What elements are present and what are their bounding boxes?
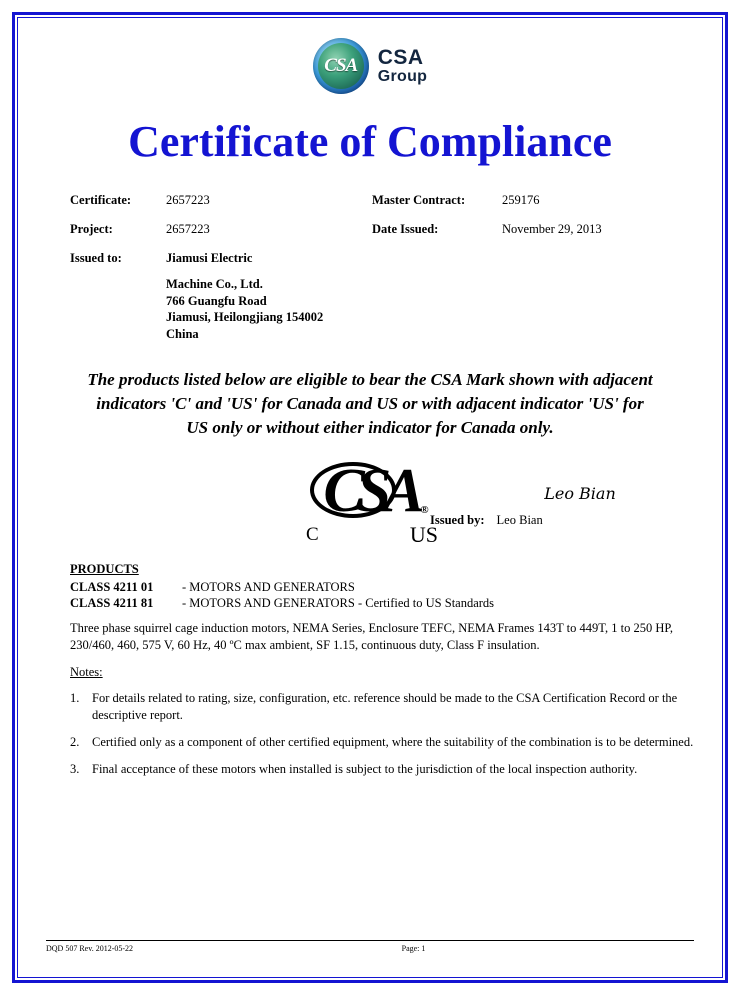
certificate-meta — [24, 193, 716, 266]
csa-logo-wordmark-line2: Group — [377, 67, 428, 85]
meta-row-project — [70, 222, 674, 237]
issued-by-value: Leo Bian — [496, 513, 543, 528]
note-text: Final acceptance of these motors when installed is subject to the jurisdiction of the local inspection authority. — [92, 762, 638, 777]
csa-mark-letters: CSA — [323, 457, 417, 526]
note-number: 3. — [70, 762, 80, 777]
csa-logo-letters: CSA — [324, 55, 358, 76]
csa-mark-ring-icon — [310, 462, 396, 518]
address-line-3: Jiamusi, Heilongjiang 154002 — [166, 310, 324, 324]
products-heading: PRODUCTS — [70, 562, 139, 577]
csa-mark-glyph — [323, 457, 429, 526]
signature-script: Leo Bian — [544, 484, 616, 504]
meta-field-certificate — [70, 193, 372, 208]
csa-logo-icon — [313, 38, 369, 94]
products-section — [24, 562, 716, 778]
address-line-1: Machine Co., Ltd. — [166, 277, 263, 291]
issued-by-line — [430, 513, 660, 528]
eligibility-statement: The products listed below are eligible to bear the CSA Mark shown with adjacent indicators 'C' and 'US' for Canada and US or with adjacent indicator 'US' for US only or without either indicator for Canada only. — [87, 370, 653, 438]
footer-page-number: Page: 1 — [401, 944, 426, 953]
indicator-us: US — [409, 522, 438, 548]
meta-field-spacer — [372, 251, 674, 266]
issued-to-label: Issued to: — [70, 251, 122, 265]
notes-heading: Notes: — [70, 665, 103, 680]
certificate-label: Certificate: — [70, 193, 132, 207]
product-description: Three phase squirrel cage induction motors, NEMA Series, Enclosure TEFC, NEMA Frames 143T to 449T, 1 to 250 HP, 230/460, 460, 575 V, 60 Hz, 40 ºC max ambient, SF 1.15, continuous duty, Class F insulation. — [70, 621, 674, 653]
date-issued-value: November 29, 2013 — [502, 222, 602, 236]
product-class-row — [70, 580, 698, 595]
meta-field-date-issued — [372, 222, 674, 237]
project-value: 2657223 — [166, 222, 210, 236]
note-item — [70, 690, 698, 724]
meta-row-certificate — [70, 193, 674, 208]
page-title: Certificate of Compliance — [128, 117, 612, 166]
note-item — [70, 734, 698, 751]
meta-field-project — [70, 222, 372, 237]
project-label: Project: — [70, 222, 113, 236]
note-number: 1. — [70, 691, 80, 706]
csa-certification-mark — [300, 457, 440, 548]
footer-doc-ref: DQD 507 Rev. 2012-05-22 — [46, 944, 134, 953]
csa-group-logo — [24, 38, 716, 94]
product-class-description: - MOTORS AND GENERATORS - Certified to US Standards — [182, 596, 495, 611]
note-text: For details related to rating, size, configuration, etc. reference should be made to the CSA Certification Record or the descriptive report. — [92, 691, 678, 723]
product-class-code: CLASS 4211 81 — [70, 596, 154, 611]
note-text: Certified only as a component of other certified equipment, where the suitability of the combination is to be determined. — [92, 735, 694, 750]
signature-block — [430, 484, 660, 528]
date-issued-label: Date Issued: — [372, 222, 439, 236]
csa-logo-wordmark-line1: CSA — [377, 46, 424, 70]
mark-and-signature-block — [24, 457, 716, 556]
certificate-content — [24, 24, 716, 971]
page-footer — [46, 940, 694, 953]
master-contract-label: Master Contract: — [372, 193, 466, 207]
issued-to-address — [24, 276, 716, 342]
issued-to-value: Jiamusi Electric — [166, 251, 253, 265]
csa-logo-wordmark — [378, 47, 428, 85]
product-class-row — [70, 596, 698, 611]
meta-field-master-contract — [372, 193, 674, 208]
registered-trademark-icon: ® — [420, 504, 429, 517]
issued-by-label: Issued by: — [430, 513, 485, 528]
indicator-c: C — [306, 524, 319, 546]
master-contract-value: 259176 — [502, 193, 540, 207]
certificate-value: 2657223 — [166, 193, 210, 207]
csa-mark-indicators — [300, 524, 440, 546]
meta-row-issued-to — [70, 251, 674, 266]
address-line-2: 766 Guangfu Road — [166, 293, 267, 308]
product-class-code: CLASS 4211 01 — [70, 580, 154, 595]
note-item — [70, 761, 698, 778]
product-class-description: - MOTORS AND GENERATORS — [182, 580, 355, 595]
note-number: 2. — [70, 735, 80, 750]
meta-field-issued-to — [70, 251, 372, 266]
address-line-4: China — [166, 326, 199, 341]
